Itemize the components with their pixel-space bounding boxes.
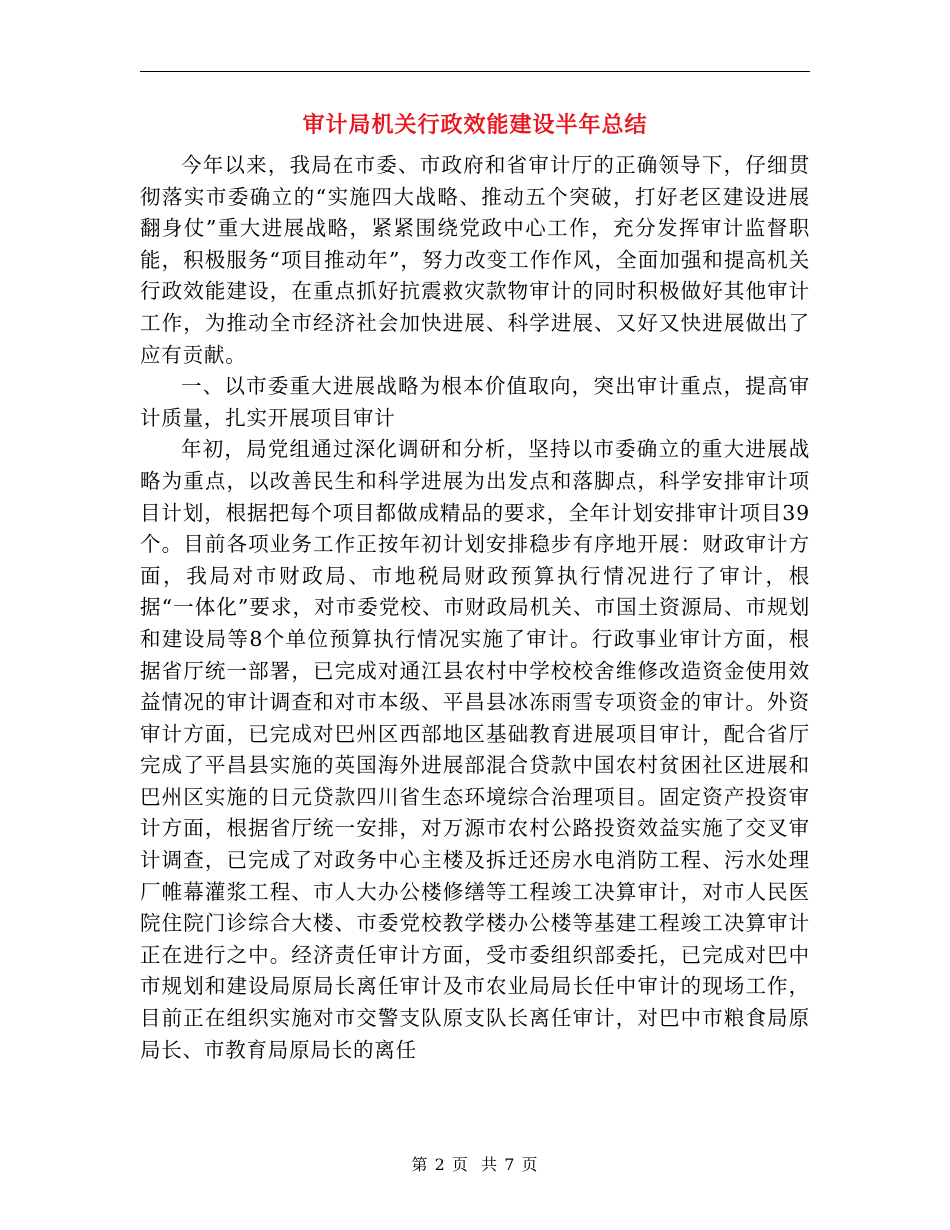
footer-total-pages: 7 bbox=[504, 1155, 516, 1174]
footer-prefix: 第 bbox=[411, 1155, 429, 1174]
footer-middle: 页 共 bbox=[451, 1155, 499, 1174]
paragraph-section-body: 年初，局党组通过深化调研和分析，坚持以市委确立的重大进展战略为重点，以改善民生和科学进展为出发点和落脚点，科学安排审计项目计划，根据把每个项目都做成精品的要求，全年计划安排审计项目39个。目前各项业务工作正按年初计划安排稳步有序地开展：财政审计方面，我局对市财政局、市地税局财政预算执行情况进行了审计，根据“一体化”要求，对市委党校、市财政局机关、市国土资源局、市规划和建设局等8个单位预算执行情况实施了审计。行政事业审计方面，根据省厅统一部署，已完成对通江县农村中学校校舍维修改造资金使用效益情况的审计调查和对市本级、平昌县冰冻雨雪专项资金的审计。外资审计方面，已完成对巴州区西部地区基础教育进展项目审计，配合省厅完成了平昌县实施的英国海外进展部混合贷款中国农村贫困社区进展和巴州区实施的日元贷款四川省生态环境综合治理项目。固定资产投资审计方面，根据省厅统一安排，对万源市农村公路投资效益实施了交叉审计调查，已完成了对政务中心主楼及拆迁还房水电消防工程、污水处理厂帷幕灌浆工程、市人大办公楼修缮等工程竣工决算审计，对市人民医院住院门诊综合大楼、市委党校教学楼办公楼等基建工程竣工决算审计正在进行之中。经济责任审计方面，受市委组织部委托，已完成对巴中市规划和建设局原局长离任审计及市农业局局长任中审计的现场工作，目前正在组织实施对市交警支队原支队长离任审计，对巴中市粮食局原局长、市教育局原局长的离任 bbox=[140, 437, 810, 1062]
document-title: 审计局机关行政效能建设半年总结 bbox=[302, 113, 648, 138]
footer-suffix: 页 bbox=[521, 1155, 539, 1174]
paragraph-section-heading: 一、以市委重大进展战略为根本价值取向，突出审计重点，提高审计质量，扎实开展项目审计 bbox=[140, 374, 810, 430]
page-footer bbox=[0, 1153, 950, 1177]
document-body bbox=[140, 150, 810, 1066]
footer-page-number: 2 bbox=[434, 1155, 446, 1174]
paragraph-intro: 今年以来，我局在市委、市政府和省审计厅的正确领导下，仔细贯彻落实市委确立的“实施四大战略、推动五个突破，打好老区建设进展翻身仗”重大进展战略，紧紧围绕党政中心工作，充分发挥审计监督职能，积极服务“项目推动年”，努力改变工作作风，全面加强和提高机关行政效能建设，在重点抓好抗震救灾款物审计的同时积极做好其他审计工作，为推动全市经济社会加快进展、科学进展、又好又快进展做出了应有贡献。 bbox=[140, 153, 810, 367]
header-rule bbox=[140, 71, 810, 72]
